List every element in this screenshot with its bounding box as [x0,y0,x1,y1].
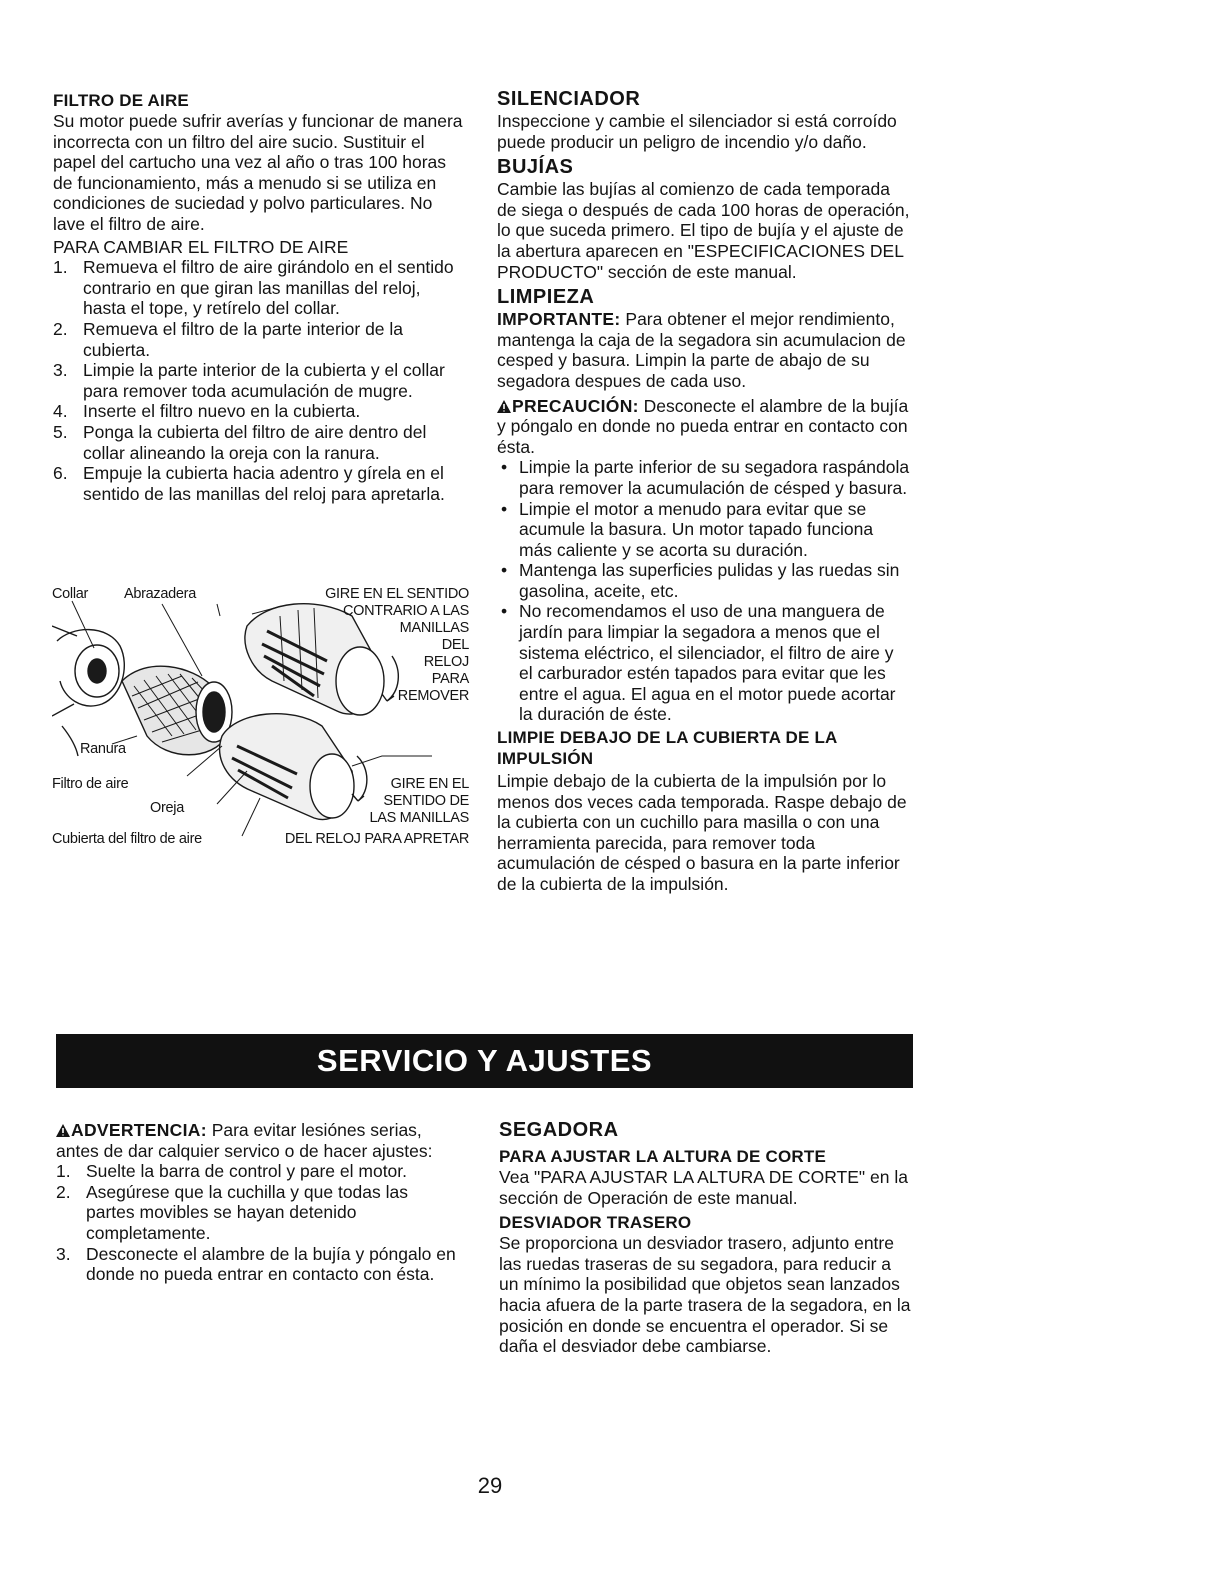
altura-title: PARA AJUSTAR LA ALTURA DE CORTE [499,1147,826,1166]
advertencia-section [56,1120,456,1285]
filtro-title: FILTRO DE AIRE [53,91,189,110]
warning-triangle-icon [56,1124,70,1137]
label-collar: Collar [52,586,89,602]
altura-text: Vea "PARA AJUSTAR LA ALTURA DE CORTE" en la sección de Operación de este manual. [499,1167,908,1208]
list-item: • Mantenga las superficies pulidas y las ruedas sin gasolina, aceite, etc. [501,560,900,601]
list-item: 3. Limpie la parte interior de la cubierta y el collar para remover toda acumulación de mugre. [53,360,445,401]
list-item: • No recomendamos el uso de una manguera de jardín para limpiar la segadora a menos que el sistema eléctrico, el silenciador, el filtro de aire y el carburador estén tapados para evitar que les entre el agua. El agua en el motor puede acortar la duración de éste. [501,601,896,725]
filtro-steps [53,257,463,504]
precaucion-paragraph [497,396,911,458]
label-ccw-6: REMOVER [397,688,469,704]
air-filter-figure [52,586,477,856]
impulsion-text: Limpie debajo de la cubierta de la impulsión por lo menos dos veces cada temporada. Raspe debajo de la cubierta con un cuchillo para masilla o con una herramienta parecida, para remover toda acumulación de césped o basura en la parte inferior de la cubierta de la impulsión. [497,771,907,894]
filtro-subtitle: PARA CAMBIAR EL FILTRO DE AIRE [53,236,349,257]
desviador-title: DESVIADOR TRASERO [499,1213,692,1233]
label-cw-2: LAS MANILLAS [369,810,469,826]
right-column-top [497,86,911,895]
label-ranura: Ranura [80,741,126,757]
importante-text: Para obtener el mejor rendimiento, mantenga la caja de la segadora sin acumulacion de cesped y basura. Limpin la parte de abajo de su segadora despues de cada uso. [497,309,906,391]
silenciador-title: SILENCIADOR [497,88,641,110]
label-ccw-4: RELOJ [423,654,469,670]
list-item: 6. Empuje la cubierta hacia adentro y gírela en el sentido de las manillas del reloj para apretarla. [53,463,445,504]
section-banner: SERVICIO Y AJUSTES [56,1034,913,1088]
list-item: 2. Asegúrese que la cuchilla y que todas las partes movibles se hayan detenido completamente. [56,1181,409,1243]
bujias-text: Cambie las bujías al comienzo de cada temporada de siega o después de cada 100 horas de operación, lo que suceda primero. El tipo de bujía y el ajuste de la abertura aparecen en "ESPECIFICACIONES DEL PRODUCTO" sección de este manual. [497,179,910,282]
list-item: 5. Ponga la cubierta del filtro de aire dentro del collar alineando la oreja con la ranura. [53,421,427,463]
page-number: 29 [477,1473,503,1498]
warning-triangle-icon [497,400,511,413]
label-ccw-2: MANILLAS [399,620,469,636]
precaucion-label: PRECAUCIÓN: [512,395,639,416]
segadora-section [499,1117,913,1357]
label-ccw-5: PARA [431,671,469,687]
advertencia-paragraph [56,1120,456,1161]
label-filtro: Filtro de aire [52,776,129,792]
list-item: • Limpie la parte inferior de su segadora raspándola para remover la acumulación de césped y basura. [501,457,910,498]
advertencia-steps [56,1161,456,1285]
impulsion-title: LIMPIE DEBAJO DE LA CUBIERTA DE LA IMPULSIÓN [497,728,837,769]
limpieza-title: LIMPIEZA [497,286,595,309]
desviador-text: Se proporciona un desviador trasero, adjunto entre las ruedas traseras de su segadora, para reducir a un mínimo la posibilidad que objetos sean lanzados hacia afuera de la parte trasera de la segadora, en la posición en donde se encuentra el operador. Si se daña el desviador debe cambiarse. [499,1233,911,1357]
label-cw-last: DEL RELOJ PARA APRETAR [284,831,469,847]
bujias-title: BUJÍAS [497,156,574,179]
advertencia-text: Para evitar lesiónes serias, antes de dar calquier servico o de hacer ajustes: [56,1120,433,1161]
list-item: 1. Suelte la barra de control y pare el motor. [56,1161,408,1182]
importante-label: IMPORTANTE: [497,309,621,330]
label-abrazadera: Abrazadera [124,586,196,602]
segadora-title: SEGADORA [499,1119,619,1141]
importante-paragraph [497,309,911,391]
label-ccw-3: DEL [441,637,469,653]
precaucion-text: Desconecte el alambre de la bujía y póngalo en donde no pueda entrar en contacto con ésta. [497,395,909,457]
label-cw-0: GIRE EN EL [390,776,469,792]
filtro-section [53,90,463,504]
list-item: 2. Remueva el filtro de la parte interior de la cubierta. [53,318,404,360]
list-item: • Limpie el motor a menudo para evitar que se acumule la basura. Un motor tapado funciona más caliente y se acorta su duración. [501,498,874,560]
list-item: 3. Desconecte el alambre de la bujía y póngalo en donde no pueda entrar en contacto con ésta. [56,1243,456,1285]
filtro-intro: Su motor puede sufrir averías y funcionar de manera incorrecta con un filtro del aire sucio. Sustituir el papel del cartucho una vez al año o tras 100 horas de funcionamiento, más a menudo si se utiliza en condiciones de suciedad y polvo particulares. No lave el filtro de aire. [53,111,463,234]
label-cw-1: SENTIDO DE [383,793,469,809]
advertencia-label: ADVERTENCIA: [71,1120,207,1140]
limpieza-bullets [497,457,911,725]
label-ccw-1: CONTRARIO A LAS [342,603,469,619]
list-item: 4. Inserte el filtro nuevo en la cubierta. [53,401,361,422]
label-cubierta: Cubierta del filtro de aire [52,831,202,847]
label-ccw-0: GIRE EN EL SENTIDO [325,586,469,602]
list-item: 1. Remueva el filtro de aire girándolo en el sentido contrario en que giran las manillas del reloj, hasta el tope, y retírelo del collar. [53,257,454,319]
silenciador-text: Inspeccione y cambie el silenciador si está corroído puede producir un peligro de incendio y/o daño. [497,111,897,152]
label-oreja: Oreja [150,800,184,816]
